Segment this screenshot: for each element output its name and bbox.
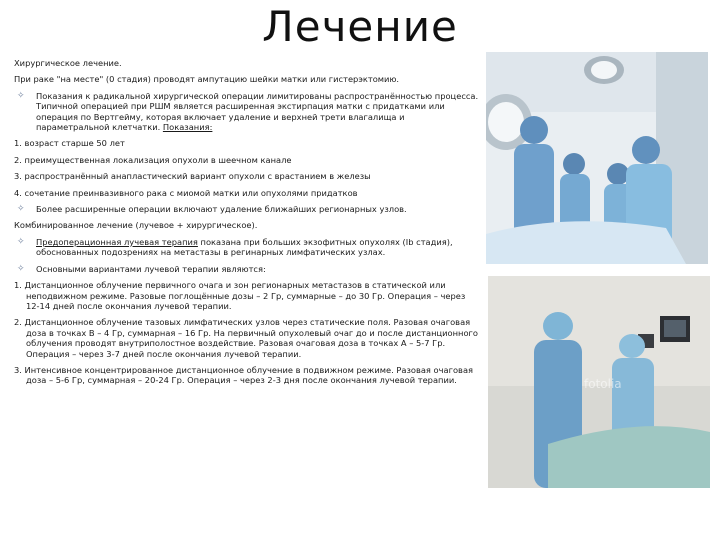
list-item-3: 3. распространённый анапластический вариант опухоли с врастанием в железы	[14, 171, 371, 182]
photo-watermark: fotolia	[584, 377, 622, 391]
bullet-indications: ✧ Показания к радикальной хирургической операции лимитированы распространённостью процесса. Типичной операцией при РШМ является расширенная экстирпация матки с придатками или операция по Вертгейму, которая включает удаление и верхней трети влагалища и параметральной клетчатки. Показания:	[17, 90, 479, 133]
bullet-preop: ✧ Предоперационная лучевая терапия показана при больших экзофитных опухолях (Ib стадия), обоснованных подозрениях на метастазы в регинарных лимфатических узлах.	[17, 236, 453, 258]
preop-link[interactable]: Предоперационная лучевая терапия	[36, 236, 198, 247]
list-item-1: 1. возраст старше 50 лет	[14, 138, 125, 149]
bullet-icon: ✧	[17, 263, 25, 274]
indications-link[interactable]: Показания:	[162, 122, 213, 133]
list-item-4: 4. сочетание преинвазивного рака с миомой матки или опухолями придатков	[14, 187, 358, 198]
list-item-2: 2. преимущественная локализация опухоли в шеечном канале	[14, 154, 292, 165]
bullet-icon: ✧	[17, 90, 25, 101]
bullet-extended: ✧ Более расширенные операции включают удаление ближайших регионарных узлов.	[17, 204, 407, 215]
bullet-variants: ✧ Основными вариантами лучевой терапии являются:	[17, 263, 266, 274]
surgery-photo-bottom	[488, 276, 710, 488]
bullet-icon: ✧	[17, 236, 25, 247]
radiation-variant-2: 2. Дистанционное облучение тазовых лимфатических узлов через статические поля. Разовая очаговая доза в точках В – 4 Гр, суммарная – 16 Гр. На первичный опухолевый очаг до и после дистанционного облучения проводят внутриполостное воздействие. Разовая очаговая доза в точках А – 5-7 Гр. Операция – через 3-7 дней после окончания лучевой терапии.	[14, 317, 478, 359]
para-combined: Комбинированное лечение (лучевое + хирургическое).	[14, 220, 258, 231]
slide-title: Лечение	[262, 2, 458, 51]
para-surgical: Хирургическое лечение.	[14, 58, 122, 68]
para-stage0: При раке "на месте" (0 стадия) проводят ампутацию шейки матки или гистерэктомию.	[14, 74, 400, 85]
radiation-variant-3: 3. Интенсивное концентрированное дистанционное облучение в подвижном режиме. Разовая очаговая доза – 5-6 Гр, суммарная – 20-24 Гр. Операция – через 2-3 дня после окончания лучевой терапии.	[14, 364, 474, 386]
surgery-photo-top	[486, 52, 708, 264]
radiation-variant-1: 1. Дистанционное облучение первичного очага и зон регионарных метастазов в статической или неподвижном режиме. Разовые поглощённые дозы – 2 Гр, суммарные – до 30 Гр. Операция – через 12-14 дней после окончания лучевой терапии.	[14, 280, 466, 311]
body-text	[14, 58, 480, 392]
bullet-icon: ✧	[17, 204, 25, 215]
